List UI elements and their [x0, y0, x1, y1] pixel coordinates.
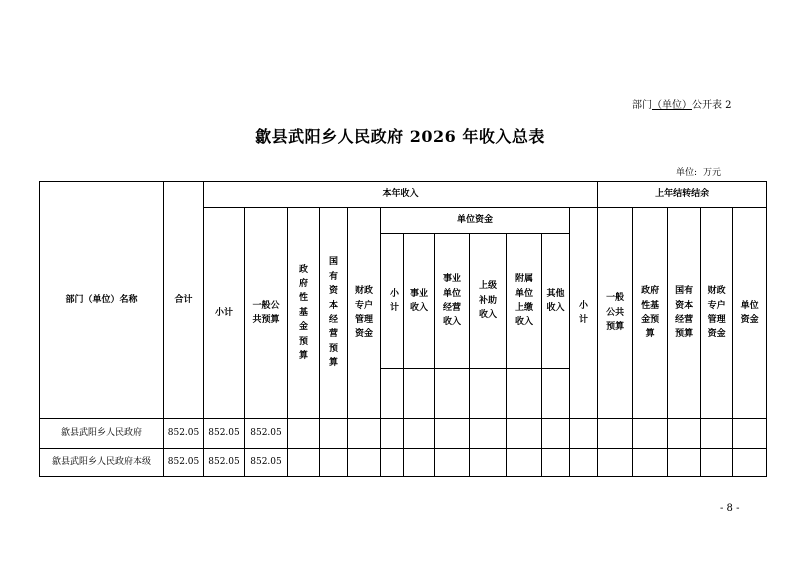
header-prev-year-carryover: 上年结转结余 — [598, 182, 767, 208]
header-total: 合计 — [164, 182, 204, 419]
header-gov-fund-budget: 政府性基金预算 — [288, 208, 320, 419]
unit-value: 万元 — [703, 168, 722, 178]
header-uf-business-income: 事业收入 — [404, 234, 435, 369]
table-row — [40, 449, 767, 477]
page-title: 歙县武阳乡人民政府 2026 年收入总表 — [255, 127, 545, 146]
row-dept-name: 歙县武阳乡人民政府本级 — [40, 449, 164, 477]
header-uf-other-income: 其他收入 — [542, 234, 570, 369]
header-unit-funds: 单位资金 — [381, 208, 570, 234]
income-summary-table — [39, 181, 767, 477]
header-py-general-budget: 一般公共预算 — [598, 208, 633, 419]
header-uf-affiliated-remit: 附属单位上缴收入 — [507, 234, 542, 369]
unit-label-text: 单位: — [676, 168, 698, 178]
header-py-gov-fund-budget: 政府性基金预算 — [633, 208, 668, 419]
row-general-budget: 852.05 — [245, 449, 288, 477]
header-uf-superior-subsidy: 上级补助收入 — [470, 234, 507, 369]
header-py-soe-capital-budget: 国有资本经营预算 — [668, 208, 701, 419]
header-general-budget: 一般公共预算 — [245, 208, 288, 419]
header-py-unit-funds: 单位资金 — [733, 208, 767, 419]
header-py-fiscal-special: 财政专户管理资金 — [701, 208, 733, 419]
header-uf-subtotal: 小计 — [381, 234, 404, 369]
table-row — [40, 419, 767, 449]
row-subtotal: 852.05 — [204, 449, 245, 477]
row-dept-name: 歙县武阳乡人民政府 — [40, 419, 164, 449]
header-py-subtotal: 小计 — [570, 208, 598, 419]
unit-label — [676, 165, 721, 178]
header-current-year-income: 本年收入 — [204, 182, 598, 208]
page-number: - 8 - — [720, 503, 740, 514]
header-fiscal-special-account: 财政专户管理资金 — [348, 208, 381, 419]
form-number-suffix: 公开表 2 — [692, 100, 732, 111]
form-number — [632, 96, 732, 111]
row-subtotal: 852.05 — [204, 419, 245, 449]
row-total: 852.05 — [164, 449, 204, 477]
row-general-budget: 852.05 — [245, 419, 288, 449]
header-soe-capital-budget: 国有资本经营预算 — [320, 208, 348, 419]
header-uf-operating-income: 事业单位经营收入 — [435, 234, 470, 369]
row-total: 852.05 — [164, 419, 204, 449]
header-dept-name: 部门（单位）名称 — [40, 182, 164, 419]
header-subtotal: 小计 — [204, 208, 245, 419]
form-number-prefix: 部门 — [632, 100, 652, 111]
form-number-unit: （单位） — [652, 100, 692, 111]
